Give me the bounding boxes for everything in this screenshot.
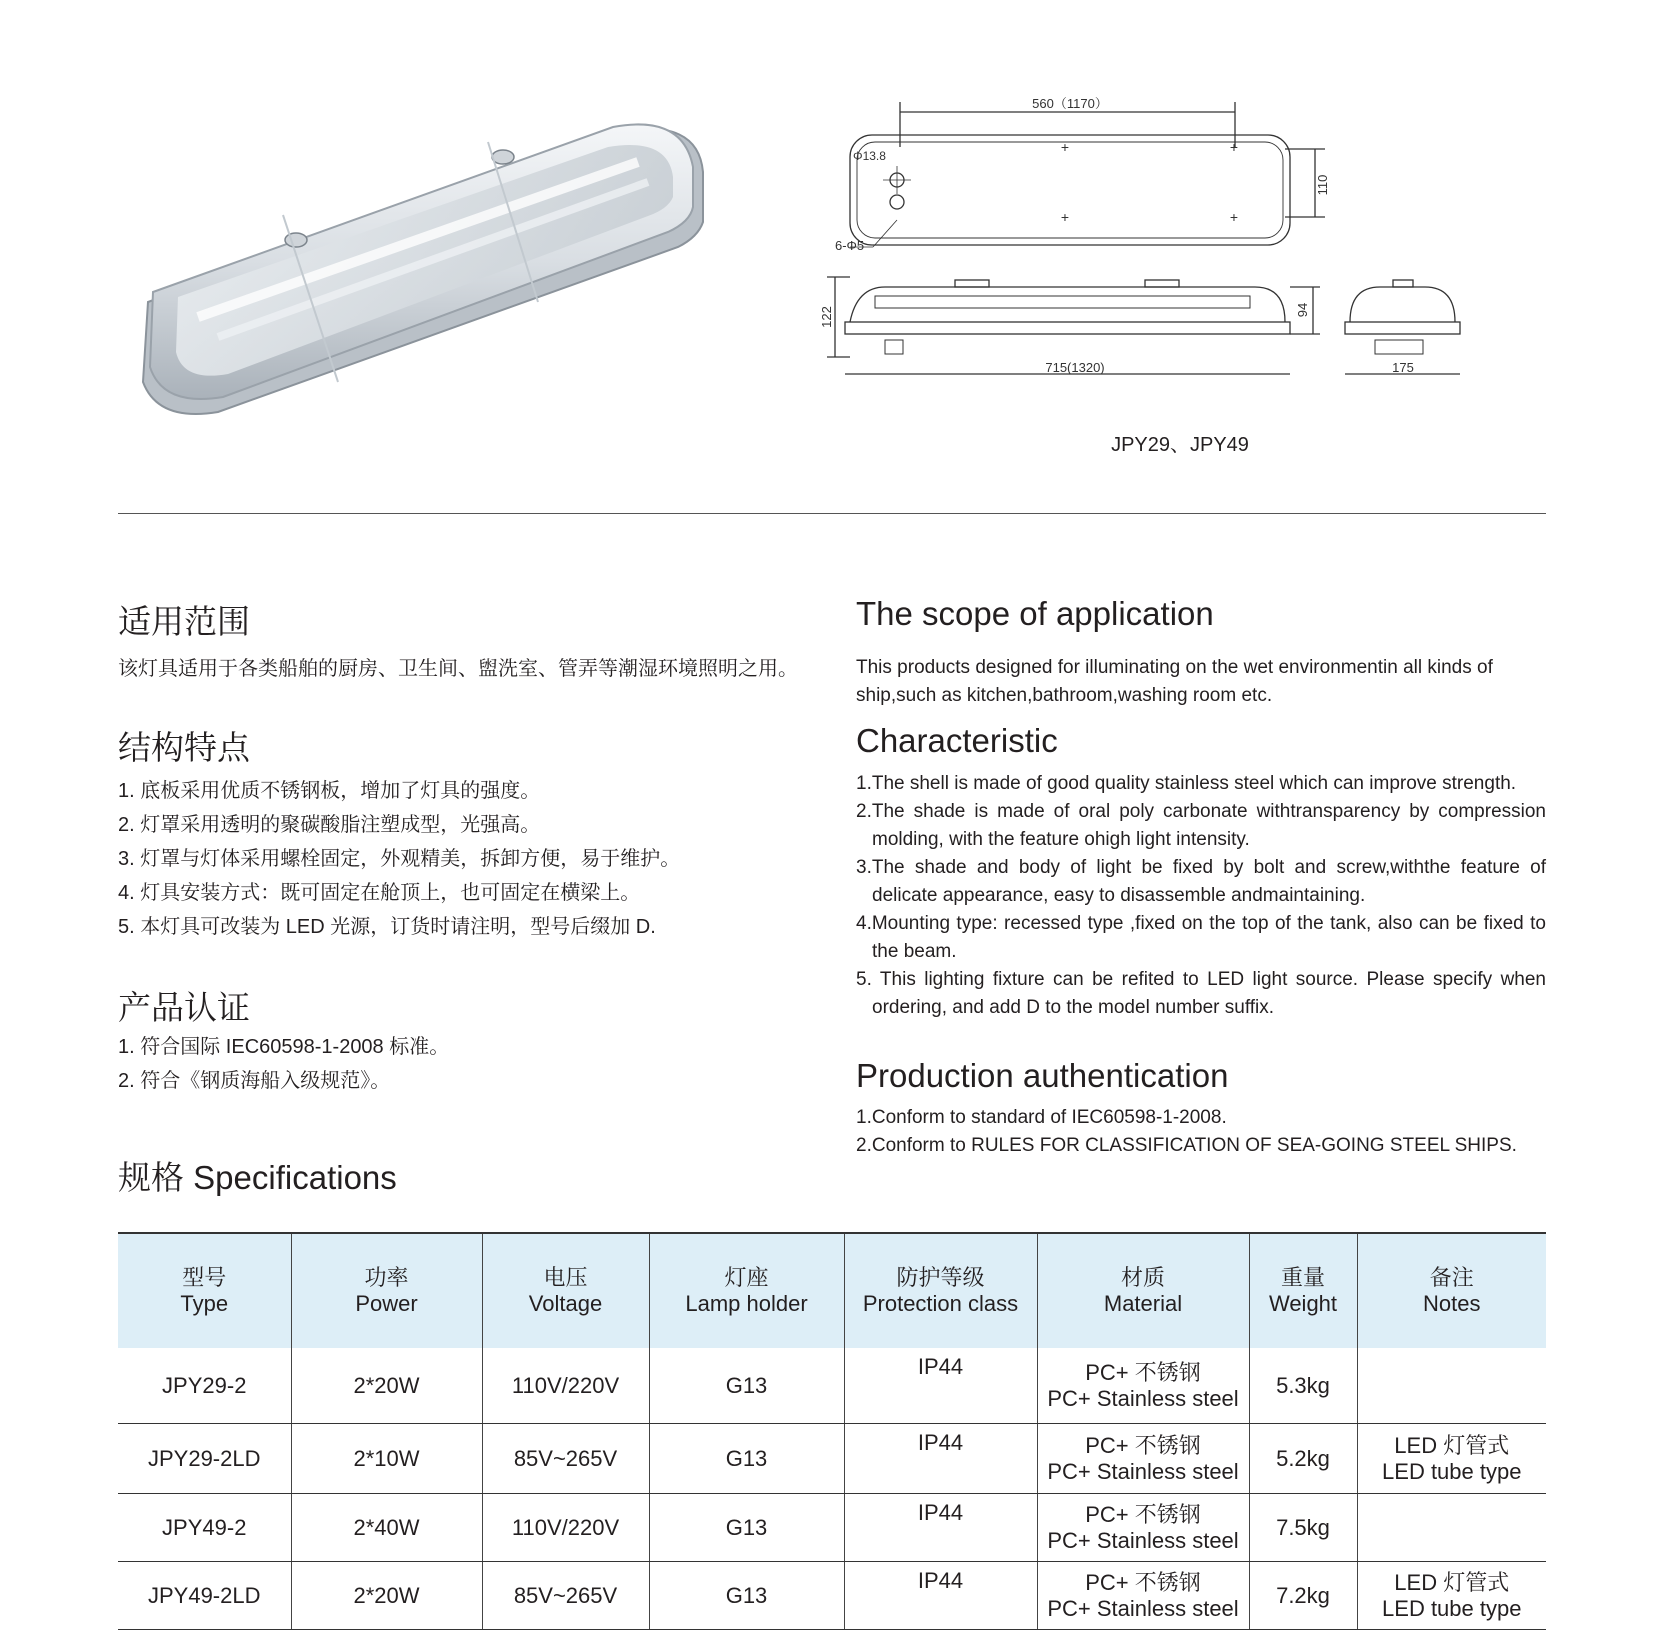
dim-left-side-label: 122 xyxy=(819,306,834,328)
col-header-lamp-holder: 灯座 Lamp holder xyxy=(649,1233,844,1348)
list-item: 1.The shell is made of good quality stainless steel which can improve strength. xyxy=(856,773,1517,794)
en-char-title: Characteristic xyxy=(856,722,1058,759)
en-scope-text: This products designed for illuminating on the wet environmentin all kinds of ship,such as kitchen,bathroom,washing room etc. xyxy=(856,657,1493,706)
en-auth-list xyxy=(856,1104,1546,1160)
zh-features-list xyxy=(118,774,828,944)
col-header-power: 功率 Power xyxy=(291,1233,482,1348)
section-divider xyxy=(118,513,1546,514)
dim-right-label: 110 xyxy=(1315,174,1330,196)
table-row: JPY29-2LD 2*10W 85V~265V G13 IP44 PC+ 不锈钢 PC+ Stainless steel 5.2kg LED 灯管式 LED tube type xyxy=(118,1424,1546,1494)
drawing-caption: JPY29、JPY49 xyxy=(1111,434,1249,456)
list-item: 1.Conform to standard of IEC60598-1-2008. xyxy=(856,1107,1227,1128)
hole-label: Φ13.8 xyxy=(853,149,886,163)
list-item: 2.The shade is made of oral poly carbonate withtransparency by compression molding, with the feature ohigh light intensity. xyxy=(856,801,1546,850)
zh-cert-list xyxy=(118,1030,828,1098)
spec-table xyxy=(118,1232,1546,1630)
svg-text:+: + xyxy=(1229,209,1239,225)
zh-features-title: 结构特点 xyxy=(118,729,250,766)
list-item: 2. 符合《钢质海船入级规范》。 xyxy=(118,1070,391,1092)
table-row: JPY49-2LD 2*20W 85V~265V G13 IP44 PC+ 不锈钢 PC+ Stainless steel 7.2kg LED 灯管式 LED tube type xyxy=(118,1562,1546,1630)
svg-text:+: + xyxy=(1060,139,1070,155)
list-item: 4.Mounting type: recessed type ,fixed on the top of the tank, also can be fixed to the beam. xyxy=(856,913,1546,962)
list-item: 1. 底板采用优质不锈钢板，增加了灯具的强度。 xyxy=(118,780,541,802)
zh-scope-title: 适用范围 xyxy=(118,603,250,640)
list-item: 2.Conform to RULES FOR CLASSIFICATION OF SEA-GOING STEEL SHIPS. xyxy=(856,1135,1517,1156)
table-header-row xyxy=(118,1233,1546,1348)
product-photo xyxy=(138,112,708,417)
table-row: JPY29-2 2*20W 110V/220V G13 IP44 PC+ 不锈钢 PC+ Stainless steel 5.3kg xyxy=(118,1348,1546,1424)
col-header-protection: 防护等级 Protection class xyxy=(844,1233,1037,1348)
zh-scope-text: 该灯具适用于各类船舶的厨房、卫生间、盥洗室、管弄等潮湿环境照明之用。 xyxy=(118,658,798,680)
dim-width-label: 175 xyxy=(1392,360,1414,375)
dim-right-side-label: 94 xyxy=(1295,302,1310,318)
spec-title: 规格 Specifications xyxy=(118,1159,397,1196)
list-item: 5. 本灯具可改装为 LED 光源，订货时请注明，型号后缀加 D. xyxy=(118,916,656,938)
zh-cert-title: 产品认证 xyxy=(118,989,250,1026)
list-item: 3. 灯罩与灯体采用螺栓固定，外观精美，拆卸方便，易于维护。 xyxy=(118,848,681,870)
col-header-notes: 备注 Notes xyxy=(1357,1233,1546,1348)
en-char-list xyxy=(856,770,1546,1022)
svg-text:+: + xyxy=(1229,139,1239,155)
list-item: 5. This lighting fixture can be refited to LED light source. Please specify when ordering, and add D to the model number suffix. xyxy=(856,969,1546,1018)
dim-top-label: 560（1170） xyxy=(1032,96,1108,111)
dim-length-label: 715(1320) xyxy=(1045,360,1105,375)
col-header-voltage: 电压 Voltage xyxy=(482,1233,649,1348)
en-scope-title: The scope of application xyxy=(856,595,1214,632)
en-auth-title: Production authentication xyxy=(856,1057,1229,1094)
col-header-weight: 重量 Weight xyxy=(1249,1233,1357,1348)
list-item: 4. 灯具安装方式：既可固定在舱顶上，也可固定在横梁上。 xyxy=(118,882,641,904)
holes-label: 6-Φ5 xyxy=(835,238,865,253)
table-row: JPY49-2 2*40W 110V/220V G13 IP44 PC+ 不锈钢 PC+ Stainless steel 7.5kg xyxy=(118,1494,1546,1562)
col-header-material: 材质 Material xyxy=(1037,1233,1249,1348)
list-item: 1. 符合国际 IEC60598-1-2008 标准。 xyxy=(118,1036,450,1058)
technical-drawing xyxy=(819,92,1545,402)
svg-text:+: + xyxy=(1060,209,1070,225)
list-item: 2. 灯罩采用透明的聚碳酸脂注塑成型，光强高。 xyxy=(118,814,541,836)
col-header-type: 型号 Type xyxy=(118,1233,291,1348)
list-item: 3.The shade and body of light be fixed by bolt and screw,withthe feature of delicate appearance, easy to disassemble andmaintaining. xyxy=(856,857,1546,906)
